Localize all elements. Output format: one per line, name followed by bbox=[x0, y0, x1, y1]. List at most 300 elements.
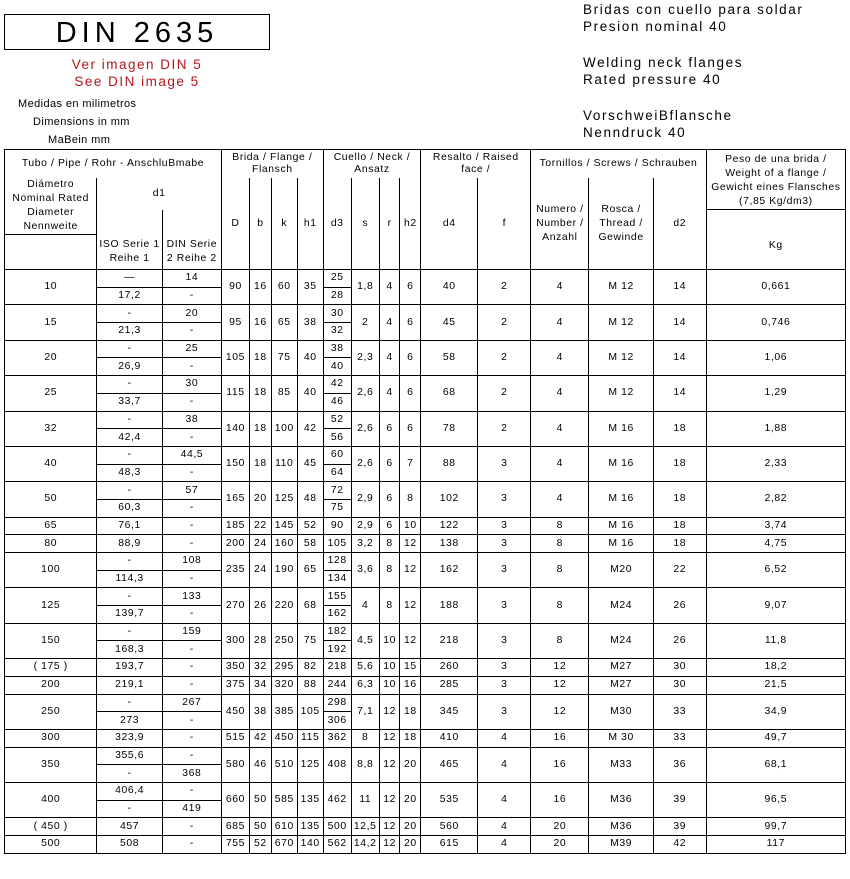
cell-din: - bbox=[162, 570, 221, 588]
cell-thread: M 12 bbox=[589, 376, 653, 411]
cell-din: - bbox=[162, 782, 221, 800]
cell-iso: 193,7 bbox=[97, 659, 162, 677]
cell-D: 235 bbox=[221, 553, 249, 588]
cell-d4: 285 bbox=[421, 676, 478, 694]
desc-en-1: Welding neck flanges bbox=[583, 55, 744, 70]
cell-din: - bbox=[162, 641, 221, 659]
header-f: f bbox=[478, 178, 531, 270]
cell-number: 20 bbox=[531, 818, 589, 836]
cell-f: 4 bbox=[478, 729, 531, 747]
cell-d3: 32 bbox=[323, 323, 351, 341]
table-row bbox=[5, 818, 846, 836]
cell-D: 350 bbox=[221, 659, 249, 677]
cell-kg: 117 bbox=[706, 836, 845, 854]
cell-iso: 139,7 bbox=[97, 606, 162, 624]
cell-d4: 345 bbox=[421, 694, 478, 729]
cell-d2: 33 bbox=[653, 729, 706, 747]
cell-s: 14,2 bbox=[351, 836, 379, 854]
cell-thread: M 12 bbox=[589, 270, 653, 305]
cell-iso: - bbox=[97, 623, 162, 641]
cell-d4: 45 bbox=[421, 305, 478, 340]
cell-s: 11 bbox=[351, 782, 379, 817]
table-row bbox=[5, 836, 846, 854]
cell-d4: 410 bbox=[421, 729, 478, 747]
cell-f: 4 bbox=[478, 836, 531, 854]
cell-r: 4 bbox=[379, 376, 400, 411]
cell-d3: 408 bbox=[323, 747, 351, 782]
table-row bbox=[5, 535, 846, 553]
cell-f: 3 bbox=[478, 694, 531, 729]
cell-d3: 500 bbox=[323, 818, 351, 836]
cell-b: 46 bbox=[249, 747, 271, 782]
cell-s: 2,9 bbox=[351, 482, 379, 517]
header-k: k bbox=[271, 178, 297, 270]
cell-d2: 14 bbox=[653, 270, 706, 305]
cell-iso: 323,9 bbox=[97, 729, 162, 747]
cell-h1: 40 bbox=[297, 376, 323, 411]
cell-number: 4 bbox=[531, 305, 589, 340]
cell-iso: - bbox=[97, 482, 162, 500]
cell-h1: 88 bbox=[297, 676, 323, 694]
cell-d3: 244 bbox=[323, 676, 351, 694]
cell-d3: 52 bbox=[323, 411, 351, 429]
table-row bbox=[5, 376, 846, 394]
header-screws: Tornillos / Screws / Schrauben bbox=[531, 150, 706, 179]
cell-h2: 6 bbox=[400, 340, 421, 375]
cell-dn: ( 175 ) bbox=[5, 659, 97, 677]
cell-r: 12 bbox=[379, 782, 400, 817]
cell-d3: 182 bbox=[323, 623, 351, 641]
cell-d2: 33 bbox=[653, 694, 706, 729]
measures-es: Medidas en milimetros bbox=[18, 98, 137, 110]
cell-d3: 25 bbox=[323, 270, 351, 288]
cell-number: 8 bbox=[531, 553, 589, 588]
cell-d2: 14 bbox=[653, 376, 706, 411]
cell-f: 3 bbox=[478, 623, 531, 658]
cell-dn: 300 bbox=[5, 729, 97, 747]
cell-number: 12 bbox=[531, 676, 589, 694]
cell-number: 8 bbox=[531, 517, 589, 535]
cell-r: 6 bbox=[379, 517, 400, 535]
cell-k: 100 bbox=[271, 411, 297, 446]
cell-r: 6 bbox=[379, 446, 400, 481]
cell-b: 18 bbox=[249, 446, 271, 481]
cell-h1: 125 bbox=[297, 747, 323, 782]
cell-din: - bbox=[162, 676, 221, 694]
cell-b: 26 bbox=[249, 588, 271, 623]
cell-h1: 135 bbox=[297, 818, 323, 836]
cell-dn: 200 bbox=[5, 676, 97, 694]
cell-d2: 14 bbox=[653, 340, 706, 375]
desc-de-1: VorschweiBflansche bbox=[583, 108, 733, 123]
cell-d2: 39 bbox=[653, 782, 706, 817]
cell-k: 160 bbox=[271, 535, 297, 553]
cell-b: 24 bbox=[249, 535, 271, 553]
cell-d2: 26 bbox=[653, 588, 706, 623]
cell-r: 8 bbox=[379, 535, 400, 553]
cell-din: 14 bbox=[162, 270, 221, 288]
cell-d2: 22 bbox=[653, 553, 706, 588]
cell-f: 4 bbox=[478, 818, 531, 836]
cell-number: 16 bbox=[531, 729, 589, 747]
cell-k: 145 bbox=[271, 517, 297, 535]
cell-r: 10 bbox=[379, 676, 400, 694]
cell-r: 4 bbox=[379, 305, 400, 340]
cell-k: 450 bbox=[271, 729, 297, 747]
cell-dn: 100 bbox=[5, 553, 97, 588]
cell-d3: 162 bbox=[323, 606, 351, 624]
cell-d3: 42 bbox=[323, 376, 351, 394]
cell-iso: - bbox=[97, 446, 162, 464]
cell-s: 4,5 bbox=[351, 623, 379, 658]
cell-D: 755 bbox=[221, 836, 249, 854]
cell-d3: 128 bbox=[323, 553, 351, 571]
cell-r: 12 bbox=[379, 729, 400, 747]
cell-h2: 18 bbox=[400, 694, 421, 729]
cell-d2: 42 bbox=[653, 836, 706, 854]
cell-d4: 188 bbox=[421, 588, 478, 623]
cell-h1: 75 bbox=[297, 623, 323, 658]
cell-k: 320 bbox=[271, 676, 297, 694]
cell-dn: 150 bbox=[5, 623, 97, 658]
cell-iso: 21,3 bbox=[97, 323, 162, 341]
cell-thread: M27 bbox=[589, 676, 653, 694]
cell-k: 190 bbox=[271, 553, 297, 588]
cell-iso: 60,3 bbox=[97, 499, 162, 517]
cell-h1: 115 bbox=[297, 729, 323, 747]
cell-din: - bbox=[162, 712, 221, 730]
cell-d2: 18 bbox=[653, 517, 706, 535]
cell-thread: M36 bbox=[589, 818, 653, 836]
cell-dn: 350 bbox=[5, 747, 97, 782]
cell-b: 34 bbox=[249, 676, 271, 694]
cell-dn: 400 bbox=[5, 782, 97, 817]
cell-k: 670 bbox=[271, 836, 297, 854]
cell-b: 18 bbox=[249, 340, 271, 375]
header-b: b bbox=[249, 178, 271, 270]
cell-din: 419 bbox=[162, 800, 221, 818]
cell-kg: 34,9 bbox=[706, 694, 845, 729]
cell-f: 3 bbox=[478, 482, 531, 517]
cell-h1: 82 bbox=[297, 659, 323, 677]
cell-b: 24 bbox=[249, 553, 271, 588]
cell-number: 4 bbox=[531, 411, 589, 446]
cell-h1: 58 bbox=[297, 535, 323, 553]
cell-thread: M 16 bbox=[589, 517, 653, 535]
cell-d4: 465 bbox=[421, 747, 478, 782]
cell-din: 30 bbox=[162, 376, 221, 394]
cell-kg: 9,07 bbox=[706, 588, 845, 623]
cell-kg: 2,82 bbox=[706, 482, 845, 517]
cell-b: 22 bbox=[249, 517, 271, 535]
cell-iso: - bbox=[97, 694, 162, 712]
header-h2: h2 bbox=[400, 178, 421, 270]
cell-kg: 4,75 bbox=[706, 535, 845, 553]
cell-thread: M 16 bbox=[589, 482, 653, 517]
cell-f: 2 bbox=[478, 411, 531, 446]
cell-d3: 218 bbox=[323, 659, 351, 677]
table-row bbox=[5, 411, 846, 429]
cell-thread: M27 bbox=[589, 659, 653, 677]
cell-s: 2,3 bbox=[351, 340, 379, 375]
cell-s: 8,8 bbox=[351, 747, 379, 782]
cell-k: 610 bbox=[271, 818, 297, 836]
cell-h2: 20 bbox=[400, 747, 421, 782]
cell-d4: 88 bbox=[421, 446, 478, 481]
cell-s: 2 bbox=[351, 305, 379, 340]
cell-dn: 25 bbox=[5, 376, 97, 411]
cell-number: 4 bbox=[531, 376, 589, 411]
cell-k: 65 bbox=[271, 305, 297, 340]
cell-D: 200 bbox=[221, 535, 249, 553]
header-tube: Tubo / Pipe / Rohr - AnschluBmabe bbox=[5, 150, 222, 179]
cell-s: 8 bbox=[351, 729, 379, 747]
cell-thread: M 12 bbox=[589, 305, 653, 340]
cell-din: - bbox=[162, 747, 221, 765]
cell-s: 4 bbox=[351, 588, 379, 623]
cell-r: 12 bbox=[379, 747, 400, 782]
cell-number: 8 bbox=[531, 623, 589, 658]
cell-d3: 462 bbox=[323, 782, 351, 817]
measures-de: MaBein mm bbox=[48, 134, 111, 146]
cell-D: 165 bbox=[221, 482, 249, 517]
cell-din: - bbox=[162, 606, 221, 624]
cell-d3: 64 bbox=[323, 464, 351, 482]
cell-D: 95 bbox=[221, 305, 249, 340]
cell-din: - bbox=[162, 429, 221, 447]
cell-b: 32 bbox=[249, 659, 271, 677]
cell-number: 8 bbox=[531, 588, 589, 623]
cell-din: 25 bbox=[162, 340, 221, 358]
cell-d3: 38 bbox=[323, 340, 351, 358]
cell-iso: - bbox=[97, 411, 162, 429]
table-row bbox=[5, 747, 846, 765]
cell-h1: 65 bbox=[297, 553, 323, 588]
cell-h1: 48 bbox=[297, 482, 323, 517]
cell-s: 2,9 bbox=[351, 517, 379, 535]
cell-d3: 28 bbox=[323, 287, 351, 305]
cell-d3: 75 bbox=[323, 499, 351, 517]
cell-h1: 42 bbox=[297, 411, 323, 446]
header-d4: d4 bbox=[421, 178, 478, 270]
cell-d4: 122 bbox=[421, 517, 478, 535]
cell-s: 1,8 bbox=[351, 270, 379, 305]
cell-b: 20 bbox=[249, 482, 271, 517]
cell-d4: 138 bbox=[421, 535, 478, 553]
cell-dn: 65 bbox=[5, 517, 97, 535]
cell-f: 3 bbox=[478, 676, 531, 694]
title-box bbox=[4, 14, 270, 50]
cell-r: 12 bbox=[379, 694, 400, 729]
cell-thread: M 30 bbox=[589, 729, 653, 747]
header-raised-face: Resalto / Raised face / bbox=[421, 150, 531, 179]
cell-h2: 6 bbox=[400, 270, 421, 305]
header-iso: ISO Serie 1 Reihe 1 bbox=[97, 210, 162, 270]
cell-h1: 140 bbox=[297, 836, 323, 854]
cell-D: 515 bbox=[221, 729, 249, 747]
cell-iso: 168,3 bbox=[97, 641, 162, 659]
cell-k: 385 bbox=[271, 694, 297, 729]
desc-en-2: Rated pressure 40 bbox=[583, 72, 722, 87]
cell-d4: 40 bbox=[421, 270, 478, 305]
cell-h2: 20 bbox=[400, 836, 421, 854]
cell-thread: M20 bbox=[589, 553, 653, 588]
cell-k: 585 bbox=[271, 782, 297, 817]
cell-dn: ( 450 ) bbox=[5, 818, 97, 836]
cell-s: 5,6 bbox=[351, 659, 379, 677]
cell-h2: 20 bbox=[400, 782, 421, 817]
cell-h2: 12 bbox=[400, 553, 421, 588]
cell-h1: 105 bbox=[297, 694, 323, 729]
cell-kg: 68,1 bbox=[706, 747, 845, 782]
cell-number: 16 bbox=[531, 782, 589, 817]
cell-f: 3 bbox=[478, 553, 531, 588]
cell-k: 110 bbox=[271, 446, 297, 481]
header-din: DIN Serie 2 Reihe 2 bbox=[162, 210, 221, 270]
cell-iso: - bbox=[97, 376, 162, 394]
cell-h1: 40 bbox=[297, 340, 323, 375]
table-row bbox=[5, 553, 846, 571]
cell-dn: 250 bbox=[5, 694, 97, 729]
cell-dn: 40 bbox=[5, 446, 97, 481]
cell-f: 4 bbox=[478, 747, 531, 782]
cell-iso: 508 bbox=[97, 836, 162, 854]
cell-b: 16 bbox=[249, 305, 271, 340]
cell-r: 12 bbox=[379, 836, 400, 854]
cell-h1: 35 bbox=[297, 270, 323, 305]
header-weight: Peso de una brida / Weight of a flange / Gewicht eines Flansches (7,85 Kg/dm3) bbox=[706, 150, 845, 210]
header-d1: d1 bbox=[97, 178, 222, 210]
cell-f: 3 bbox=[478, 535, 531, 553]
cell-din: - bbox=[162, 358, 221, 376]
cell-thread: M36 bbox=[589, 782, 653, 817]
cell-d4: 162 bbox=[421, 553, 478, 588]
cell-kg: 1,06 bbox=[706, 340, 845, 375]
cell-number: 12 bbox=[531, 694, 589, 729]
cell-iso: 457 bbox=[97, 818, 162, 836]
cell-dn: 32 bbox=[5, 411, 97, 446]
cell-d3: 40 bbox=[323, 358, 351, 376]
cell-din: 57 bbox=[162, 482, 221, 500]
cell-s: 3,2 bbox=[351, 535, 379, 553]
cell-D: 685 bbox=[221, 818, 249, 836]
flange-table bbox=[4, 149, 846, 854]
cell-dn: 15 bbox=[5, 305, 97, 340]
cell-D: 375 bbox=[221, 676, 249, 694]
cell-D: 660 bbox=[221, 782, 249, 817]
cell-din: - bbox=[162, 499, 221, 517]
cell-din: 159 bbox=[162, 623, 221, 641]
cell-s: 7,1 bbox=[351, 694, 379, 729]
cell-h2: 20 bbox=[400, 818, 421, 836]
cell-D: 140 bbox=[221, 411, 249, 446]
cell-iso: - bbox=[97, 340, 162, 358]
cell-d3: 306 bbox=[323, 712, 351, 730]
cell-r: 6 bbox=[379, 411, 400, 446]
cell-iso: 273 bbox=[97, 712, 162, 730]
see-image-en: See DIN image 5 bbox=[74, 74, 200, 89]
cell-f: 3 bbox=[478, 446, 531, 481]
cell-s: 2,6 bbox=[351, 376, 379, 411]
cell-kg: 11,8 bbox=[706, 623, 845, 658]
cell-din: 368 bbox=[162, 765, 221, 783]
table-row bbox=[5, 623, 846, 641]
cell-d3: 90 bbox=[323, 517, 351, 535]
cell-dn: 125 bbox=[5, 588, 97, 623]
cell-h2: 6 bbox=[400, 305, 421, 340]
header-dn: Diámetro Nominal Rated Diameter Nennweite bbox=[5, 178, 97, 235]
cell-din: - bbox=[162, 323, 221, 341]
cell-D: 270 bbox=[221, 588, 249, 623]
cell-r: 4 bbox=[379, 340, 400, 375]
cell-thread: M 12 bbox=[589, 340, 653, 375]
cell-number: 16 bbox=[531, 747, 589, 782]
cell-din: 44,5 bbox=[162, 446, 221, 464]
cell-iso: - bbox=[97, 800, 162, 818]
cell-k: 125 bbox=[271, 482, 297, 517]
cell-b: 28 bbox=[249, 623, 271, 658]
cell-b: 52 bbox=[249, 836, 271, 854]
table-row bbox=[5, 694, 846, 712]
cell-h1: 135 bbox=[297, 782, 323, 817]
cell-D: 115 bbox=[221, 376, 249, 411]
cell-s: 2,6 bbox=[351, 411, 379, 446]
cell-kg: 1,29 bbox=[706, 376, 845, 411]
cell-number: 4 bbox=[531, 482, 589, 517]
cell-kg: 0,746 bbox=[706, 305, 845, 340]
header-flange: Brida / Flange / Flansch bbox=[221, 150, 323, 179]
cell-iso: 406,4 bbox=[97, 782, 162, 800]
cell-dn: 500 bbox=[5, 836, 97, 854]
cell-d3: 46 bbox=[323, 393, 351, 411]
cell-kg: 18,2 bbox=[706, 659, 845, 677]
header-d2: d2 bbox=[653, 178, 706, 270]
cell-din: - bbox=[162, 836, 221, 854]
cell-h2: 16 bbox=[400, 676, 421, 694]
cell-din: - bbox=[162, 535, 221, 553]
cell-number: 4 bbox=[531, 446, 589, 481]
cell-number: 4 bbox=[531, 270, 589, 305]
cell-thread: M30 bbox=[589, 694, 653, 729]
cell-f: 3 bbox=[478, 588, 531, 623]
cell-iso: 114,3 bbox=[97, 570, 162, 588]
cell-iso: — bbox=[97, 270, 162, 288]
cell-b: 18 bbox=[249, 411, 271, 446]
cell-din: - bbox=[162, 729, 221, 747]
cell-d2: 26 bbox=[653, 623, 706, 658]
cell-s: 6,3 bbox=[351, 676, 379, 694]
cell-k: 60 bbox=[271, 270, 297, 305]
cell-h2: 15 bbox=[400, 659, 421, 677]
cell-din: 133 bbox=[162, 588, 221, 606]
cell-iso: 17,2 bbox=[97, 287, 162, 305]
cell-b: 18 bbox=[249, 376, 271, 411]
cell-d3: 192 bbox=[323, 641, 351, 659]
cell-d3: 562 bbox=[323, 836, 351, 854]
cell-r: 8 bbox=[379, 553, 400, 588]
cell-s: 12,5 bbox=[351, 818, 379, 836]
cell-thread: M39 bbox=[589, 836, 653, 854]
cell-s: 2,6 bbox=[351, 446, 379, 481]
cell-d2: 18 bbox=[653, 535, 706, 553]
cell-d3: 60 bbox=[323, 446, 351, 464]
cell-din: - bbox=[162, 287, 221, 305]
cell-kg: 2,33 bbox=[706, 446, 845, 481]
measures-en: Dimensions in mm bbox=[33, 116, 130, 128]
cell-din: 38 bbox=[162, 411, 221, 429]
cell-k: 75 bbox=[271, 340, 297, 375]
cell-b: 38 bbox=[249, 694, 271, 729]
